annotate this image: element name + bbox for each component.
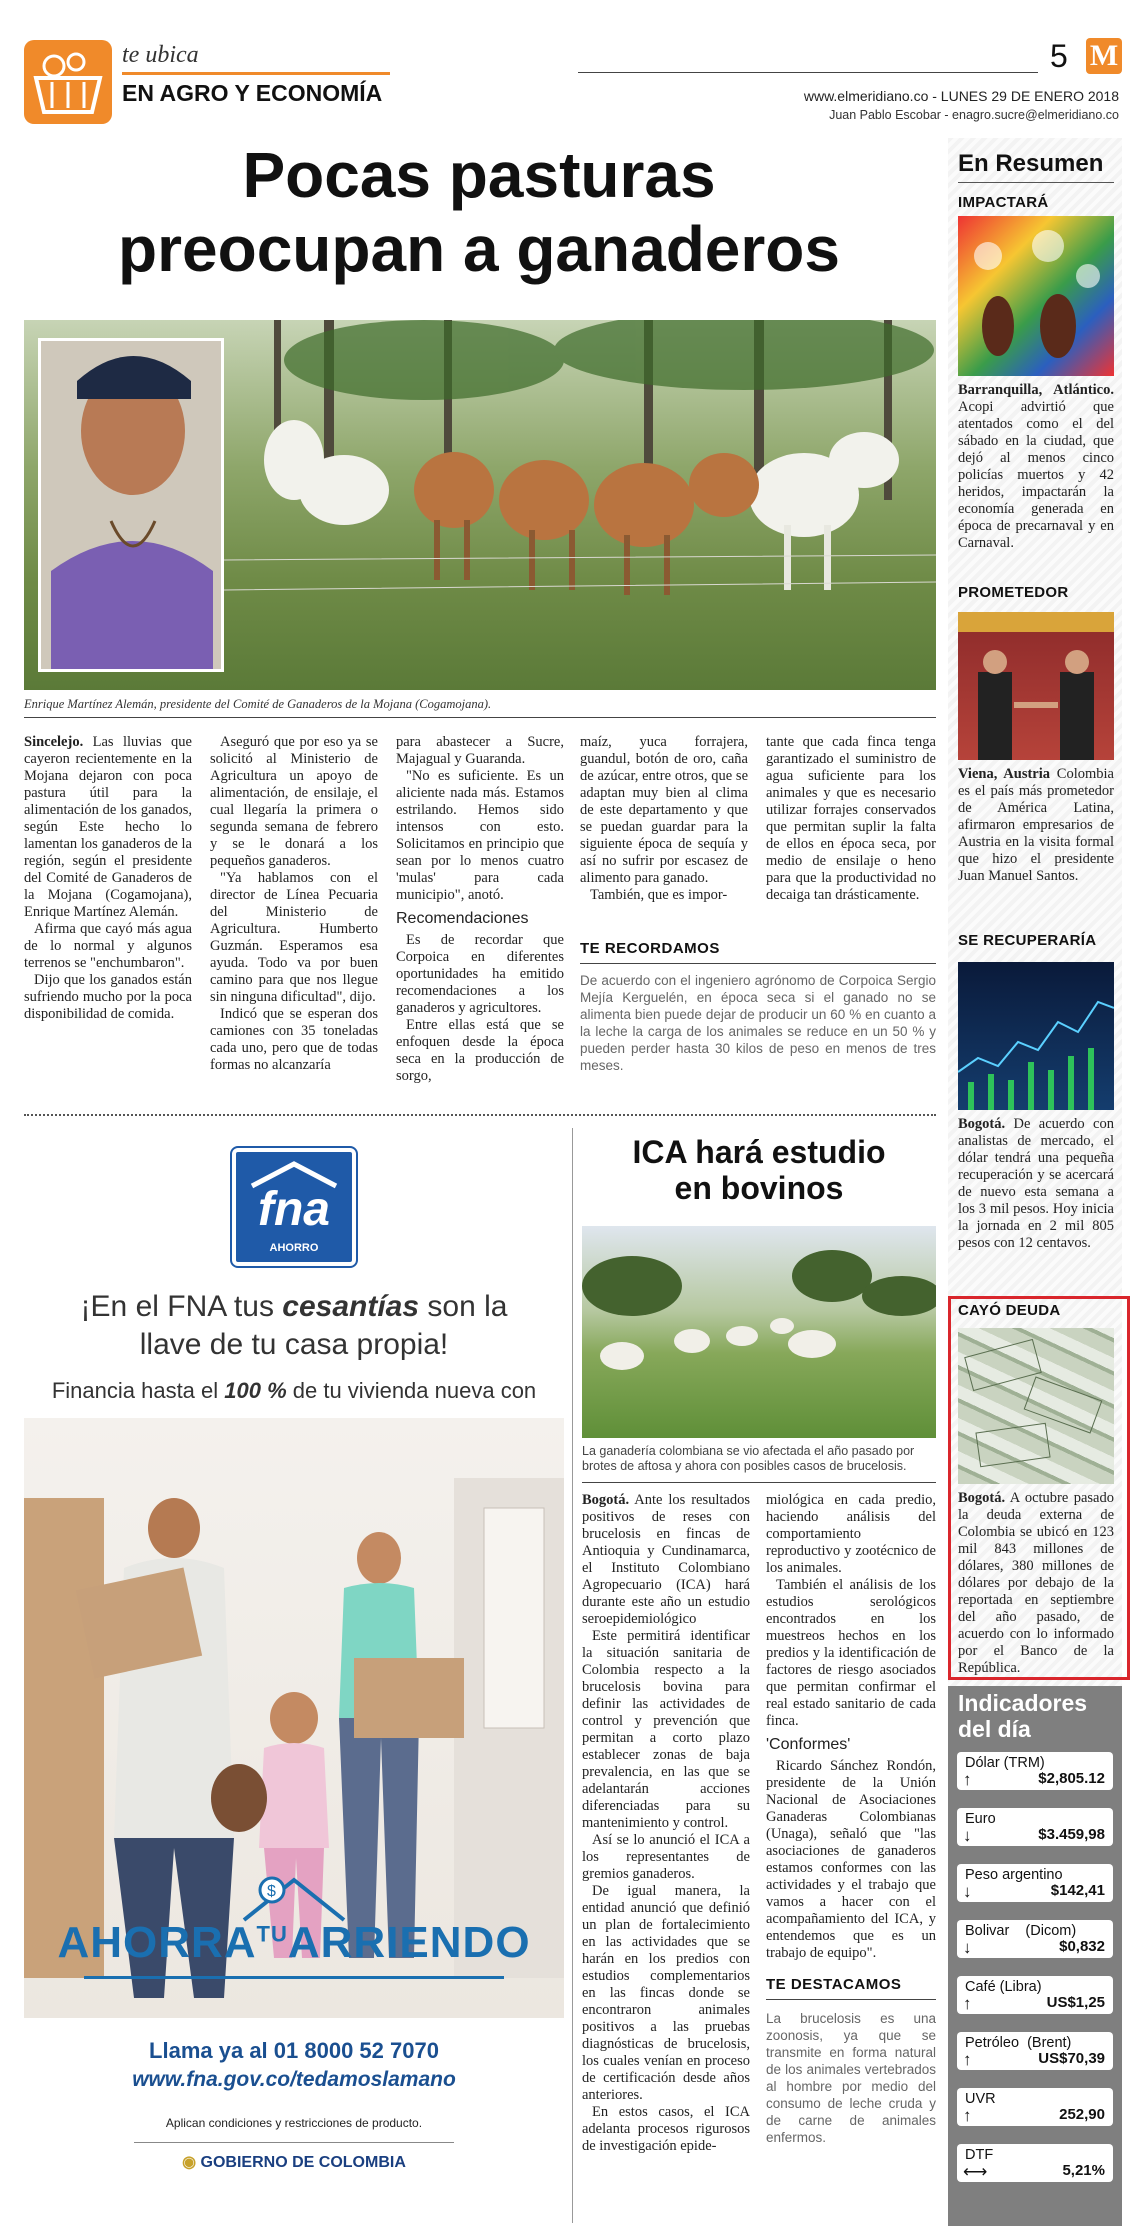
ad-url[interactable]: www.fna.gov.co/tedamoslamano bbox=[132, 2068, 456, 2091]
indicator-cafe: Café (Libra) ↑ US$1,25 bbox=[957, 1976, 1113, 2014]
arrow-down-icon: ↓ bbox=[963, 1826, 972, 1845]
subhead-recomendaciones: Recomendaciones bbox=[396, 910, 529, 927]
ad-headline: ¡En el FNA tus cesantías son la llave de tu casa propia! bbox=[80, 1290, 508, 1361]
market-chart-photo bbox=[958, 962, 1114, 1110]
gov-seal-icon: ◉ bbox=[182, 2154, 197, 2171]
svg-text:$: $ bbox=[267, 1883, 276, 1900]
arrow-up-icon: ↑ bbox=[963, 1770, 972, 1789]
gov-label: ◉ GOBIERNO DE COLOMBIA bbox=[182, 2154, 406, 2171]
side-text-impactara: Barranquilla, Atlántico. Acopi advirtió que atentados como el del sábado en la ciudad, que dejó al menos cinco policías muertos y 42 heridos, impactarán la economía generada en época de precarnaval y en Carnaval. bbox=[958, 382, 1114, 551]
te-recordamos-title: TE RECORDAMOS bbox=[580, 940, 720, 957]
arrow-up-icon: ↑ bbox=[963, 1994, 972, 2013]
ad-divider bbox=[572, 1128, 573, 2223]
te-ubica: te ubica bbox=[122, 42, 199, 68]
bovine-photo bbox=[582, 1226, 936, 1438]
sidebar-title: En Resumen bbox=[958, 150, 1104, 177]
site-date: www.elmeridiano.co - LUNES 29 DE ENERO 2018 bbox=[803, 88, 1119, 104]
brand-logo: M bbox=[1086, 38, 1122, 74]
headline-line-2: preocupan a ganaderos bbox=[118, 213, 840, 285]
ad-terms: Aplican condiciones y restricciones de producto. bbox=[165, 2116, 423, 2130]
ica-col-2: miológica en cada predio, haciendo análisis del comportamiento reproductivo y zootécnico de los animales. También el análisis de los estudios serológicos encontrados en los muestreos hechos en los predios y la identificación de factores de riesgo asociados que permitan confirmar el real estado sanitario de cada finca. 'Conformes' Ricardo Sánchez Rondón, presidente de la Unión Nacional de Asociaciones Ganaderas Colombianas (Unaga), señaló que "las asociaciones de ganaderos estamos conformes con las actividades y el trabajo que vamos a hacer con el acompañamiento del ICA, y entendemos que es un trabajo de equipo". TE DESTACAMOS La brucelosis es una zoonosis, ya que se transmite en forma natural de los animales vertebrados al hombre por medio del consumo de leche cruda y de carne de animales enfermos. bbox=[766, 1492, 936, 2145]
side-head-impactara: IMPACTARÁ bbox=[958, 194, 1049, 211]
byline: Juan Pablo Escobar - enagro.sucre@elmeridiano.co bbox=[829, 108, 1119, 122]
ica-caption-rule bbox=[582, 1482, 936, 1483]
dollar-bills-photo bbox=[958, 1328, 1114, 1484]
portrait-photo bbox=[38, 338, 224, 672]
section-divider bbox=[24, 1114, 936, 1116]
side-head-recuperaria: SE RECUPERARÍA bbox=[958, 932, 1097, 949]
side-text-recuperaria: Bogotá. De acuerdo con analistas de mercado, el dólar tendrá una pequeña recuperación y se acercará de nuevo esta semana a los 3 mil pesos. Hoy inicia la jornada en 2 mil 805 pesos con 12 centavos. bbox=[958, 1116, 1114, 1251]
side-head-prometedor: PROMETEDOR bbox=[958, 584, 1069, 601]
indicator-bolivar: Bolivar (Dicom) ↓ $0,832 bbox=[957, 1920, 1113, 1958]
article-col-4: maíz, yuca forrajera, guandul, botón de oro, caña de azúcar, entre otros, que se adaptan muy bien al clima de este departamento y que se puedan guardar para la siguiente época de sequía y así no sufrir por escasez de alimento para ganado. También, que es impor- bbox=[580, 734, 748, 903]
indicator-peso-argentino: Peso argentino ↓ $142,41 bbox=[957, 1864, 1113, 1902]
article-col-1: Sincelejo. Las lluvias que cayeron recientemente en la Mojana dejaron con poca pastura útil para la alimentación de los ganados, según Este hecho lo lamentan los ganaderos de la región, según el presidente del Comité de Ganaderos de la Mojana (Cogamojana), Enrique Martínez Alemán. Afirma que cayó más agua de lo normal y algunos terrenos se "enchumbaron". Dijo que los ganados están sufriendo mucho por la poca disponibilidad de comida. bbox=[24, 734, 192, 1022]
main-headline bbox=[24, 138, 934, 286]
te-recordamos-text: De acuerdo con el ingeniero agrónomo de Corpoica Sergio Mejía Kerguelén, en época seca si el ganado no se alimenta bien puede dejar de producir un 60 % en cuanto a la leche la carga de los animales se reduce en un 50 % y pueden perder hasta 30 kilos de peso en menos de tres meses. bbox=[580, 973, 936, 1073]
header-rule bbox=[578, 72, 1038, 73]
ica-headline: ICA hará estudio en bovinos bbox=[632, 1134, 886, 1206]
arrow-down-icon: ↓ bbox=[963, 1882, 972, 1901]
fna-brand-sub: AHORRO bbox=[269, 1242, 319, 1254]
te-recordamos-box bbox=[580, 940, 936, 1108]
ad-subline: Financia hasta el 100 % de tu vivienda nueva con bbox=[51, 1378, 537, 1403]
ahorra-logo: $AHORRA^{TU}ARRIENDO$ bbox=[57, 1918, 531, 1967]
gov-rule bbox=[134, 2142, 454, 2143]
section-logo bbox=[24, 40, 112, 124]
indicator-euro: Euro ↓ $3.459,98 bbox=[957, 1808, 1113, 1846]
indicator-dolar: Dólar (TRM) ↑ $2,805.12 bbox=[957, 1752, 1113, 1790]
headline-line-1: Pocas pasturas bbox=[242, 139, 716, 211]
sidebar-title-rule bbox=[958, 182, 1114, 183]
main-photo-caption: Enrique Martínez Alemán, presidente del Comité de Ganaderos de la Mojana (Cogamojana). bbox=[24, 697, 492, 711]
page-number: 5 bbox=[1050, 38, 1068, 74]
carnival-photo bbox=[958, 216, 1114, 376]
indicator-uvr: UVR ↑ 252,90 bbox=[957, 2088, 1113, 2126]
side-text-cayo-deuda: Bogotá. A octubre pasado la deuda externa de Colombia se ubicó en 123 mil 843 millones de dólares, 380 millones de dólares por debajo de la reportada en septiembre del año pasado, de acuerdo con lo informado por el Banco de la República. bbox=[958, 1490, 1114, 1676]
arrow-up-icon: ↑ bbox=[963, 2050, 972, 2069]
ica-col-1: Bogotá. Ante los resultados positivos de reses con brucelosis en fincas de Antioquia y Cundinamarca, el Instituto Colombiano Agropecuario (ICA) hará durante este año un estudio seroepidemiológico Este permitirá identificar la situación sanitaria de Colombia respecto a la brucelosis bovina para definir las actividades de control y prevención que permitan a corto plazo establecer zonas de baja prevalencia, en las que se adelantarán acciones diferenciadas para su mantenimiento y control. Así se lo anunció el ICA a los representantes de gremios ganaderos. De igual manera, la entidad anunció que definió un plan de fortalecimiento en las actividades que se harán en los predios con estudios complementarios en las fincas donde se encontraron animales positivos a las pruebas diagnósticas de brucelosis, los cuales venían en proceso de certificación desde años anteriores. En estos casos, el ICA adelanta procesos rigurosos de investigación epide- bbox=[582, 1492, 750, 2154]
arrow-both-icon: ⟷ bbox=[963, 2162, 988, 2181]
article-col-5: tante que cada finca tenga garantizado el suministro de agua suficiente para los animales y que es necesario utilizar forrajes conservados que permitan suplir la falta de ellos en época seca, por medio de ensilaje o heno para que la productividad no decaiga tan drásticamente. bbox=[766, 734, 936, 903]
indicator-dtf: DTF ⟷ 5,21% bbox=[957, 2144, 1113, 2182]
caption-rule bbox=[24, 717, 936, 718]
indicator-petroleo: Petróleo (Brent) ↑ US$70,39 bbox=[957, 2032, 1113, 2070]
meeting-photo bbox=[958, 612, 1114, 760]
basket-icon bbox=[24, 40, 112, 124]
fna-brand: fna bbox=[258, 1183, 330, 1236]
orange-rule bbox=[122, 72, 390, 75]
te-destacamos-text: La brucelosis es una zoonosis, ya que se transmite en forma natural de los animales vertebrados al hombre por medio del consumo de leche cruda y de carne de animales enfermos. bbox=[766, 2011, 936, 2145]
ahorra-underline bbox=[84, 1976, 504, 1979]
ad-phone: Llama ya al 01 8000 52 7070 bbox=[149, 2038, 439, 2063]
indicators-title: Indicadores del día bbox=[958, 1690, 1088, 1742]
side-text-prometedor: Viena, Austria Colombia es el país más prometedor de América Latina, afirmaron empresarios de Austria en la visita formal que hizo el presidente Juan Manuel Santos. bbox=[958, 766, 1114, 884]
arrow-down-icon: ↓ bbox=[963, 1938, 972, 1957]
fna-logo bbox=[232, 1148, 356, 1266]
arrow-up-icon: ↑ bbox=[963, 2106, 972, 2125]
section-title: EN AGRO Y ECONOMÍA bbox=[122, 80, 383, 106]
article-col-3: para abastecer a Sucre, Majagual y Guaranda. "No es suficiente. Es un aliciente nada más. Estamos estrilando. Hemos sido intensos con esto. Solicitamos en principio que sean por lo menos cuatro 'mulas' para cada municipio", anotó. Recomendaciones Es de recordar que Corpoica en diferentes oportunidades ha emitido recomendaciones a los ganaderos y agricultores. Entre ellas está que se enfoquen desde la época seca en la producción de sorgo, bbox=[396, 734, 564, 1084]
subhead-conformes: 'Conformes' bbox=[766, 1736, 851, 1753]
dateline: Sincelejo. bbox=[24, 734, 84, 750]
te-destacamos-title: TE DESTACAMOS bbox=[766, 1976, 902, 1993]
side-head-cayo-deuda: CAYÓ DEUDA bbox=[958, 1302, 1061, 1319]
fna-advertisement bbox=[24, 1128, 564, 2226]
ica-caption: La ganadería colombiana se vio afectada el año pasado por brotes de aftosa y ahora con posibles casos de brucelosis. bbox=[582, 1444, 915, 1473]
article-col-2: Aseguró que por eso ya se solicitó al Ministerio de Agricultura un apoyo de alimentación, de ensilaje, el cual llegaría la primera o segunda semana de febrero y se le donará a los pequeños ganaderos. "Ya hablamos con el director de Línea Pecuaria del Ministerio de Agricultura. Humberto Guzmán. Esperamos esa ayuda. Todo va por buen camino para que nos llegue sin ninguna dificultad", dijo. Indicó que se esperan dos camiones con 35 toneladas cada uno, pero que de todas formas no alcanzaría bbox=[210, 734, 378, 1073]
